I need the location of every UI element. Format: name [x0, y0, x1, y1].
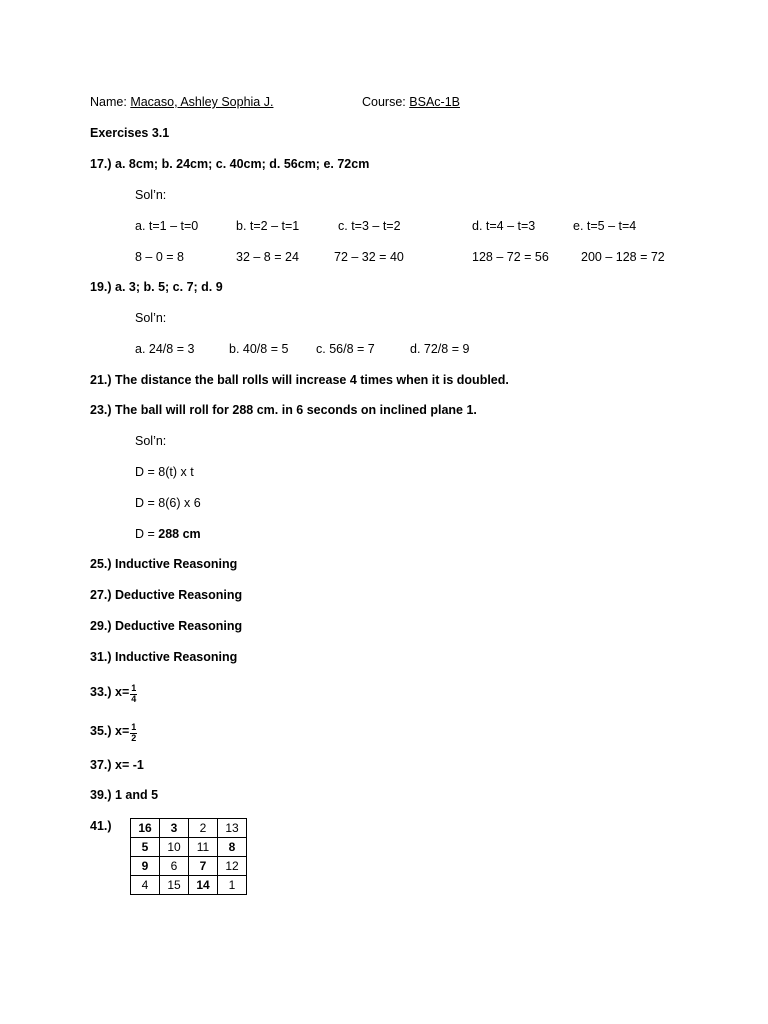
q33-prefix: 33.) x= — [90, 684, 130, 699]
q19-answer: 19.) a. 3; b. 5; c. 7; d. 9 — [90, 280, 223, 294]
q23-answer: 23.) The ball will roll for 288 cm. in 6 seconds on inclined plane 1. — [90, 403, 477, 417]
magic-square-cell: 7 — [189, 857, 218, 876]
magic-square-cell: 9 — [131, 857, 160, 876]
q17-row2-e: 200 – 128 = 72 — [581, 250, 665, 264]
magic-square-cell: 12 — [218, 857, 247, 876]
magic-square-cell: 15 — [160, 876, 189, 895]
q33-denominator: 4 — [131, 693, 137, 704]
q19-c: c. 56/8 = 7 — [316, 342, 375, 356]
magic-square-cell: 1 — [218, 876, 247, 895]
magic-square-cell: 10 — [160, 838, 189, 857]
course-value: BSAc-1B — [409, 95, 460, 109]
q33-fraction — [130, 684, 137, 705]
q35-fraction — [130, 723, 137, 744]
q33-numerator: 1 — [131, 683, 137, 693]
name-value: Macaso, Ashley Sophia J. — [130, 95, 274, 109]
q27-answer: 27.) Deductive Reasoning — [90, 588, 243, 602]
q17-answer: 17.) a. 8cm; b. 24cm; c. 40cm; d. 56cm; e. 72cm — [90, 157, 370, 171]
q17-soln-label: Sol’n: — [135, 188, 167, 202]
q37-answer: 37.) x= -1 — [90, 758, 144, 772]
q19-soln-label: Sol’n: — [135, 311, 167, 325]
q19-b: b. 40/8 = 5 — [229, 342, 289, 356]
name-label: Name: — [90, 95, 127, 109]
q23-line3-prefix: D = — [135, 527, 159, 541]
magic-square-table — [130, 818, 247, 895]
q17-row2-a: 8 – 0 = 8 — [135, 250, 184, 264]
magic-square-row — [131, 876, 247, 895]
q17-row2-d: 128 – 72 = 56 — [472, 250, 549, 264]
q21-answer: 21.) The distance the ball rolls will increase 4 times when it is doubled. — [90, 373, 509, 387]
magic-square-cell: 3 — [160, 819, 189, 838]
q23-line1: D = 8(t) x t — [135, 465, 194, 479]
q17-row1-b: b. t=2 – t=1 — [236, 219, 300, 233]
q33-answer — [90, 684, 137, 705]
q23-soln-label: Sol’n: — [135, 434, 167, 448]
magic-square-cell: 8 — [218, 838, 247, 857]
magic-square-cell: 4 — [131, 876, 160, 895]
magic-square-row — [131, 819, 247, 838]
q19-a: a. 24/8 = 3 — [135, 342, 195, 356]
q35-denominator: 2 — [131, 732, 137, 743]
magic-square-row — [131, 857, 247, 876]
magic-square-cell: 5 — [131, 838, 160, 857]
q17-row1-c: c. t=3 – t=2 — [338, 219, 401, 233]
q35-prefix: 35.) x= — [90, 723, 130, 738]
magic-square-cell: 11 — [189, 838, 218, 857]
q17-row1-d: d. t=4 – t=3 — [472, 219, 536, 233]
q23-line3 — [135, 528, 201, 541]
q17-row2-c: 72 – 32 = 40 — [334, 250, 404, 264]
q29-answer: 29.) Deductive Reasoning — [90, 619, 243, 633]
magic-square-cell: 6 — [160, 857, 189, 876]
q35-answer — [90, 723, 137, 744]
q23-line3-value: 288 cm — [158, 527, 201, 541]
q17-row1-e: e. t=5 – t=4 — [573, 219, 637, 233]
magic-square-cell: 14 — [189, 876, 218, 895]
magic-square-cell: 2 — [189, 819, 218, 838]
q23-line2: D = 8(6) x 6 — [135, 496, 201, 510]
magic-square-cell: 16 — [131, 819, 160, 838]
q19-d: d. 72/8 = 9 — [410, 342, 470, 356]
magic-square-row — [131, 838, 247, 857]
course-label: Course: — [362, 95, 406, 109]
section-title: Exercises 3.1 — [90, 126, 170, 140]
q25-answer: 25.) Inductive Reasoning — [90, 557, 238, 571]
magic-square-cell: 13 — [218, 819, 247, 838]
q17-row2-b: 32 – 8 = 24 — [236, 250, 299, 264]
q35-numerator: 1 — [131, 722, 137, 732]
course-line — [362, 96, 460, 109]
q41-label: 41.) — [90, 819, 112, 833]
magic-square-body — [131, 819, 247, 895]
q39-answer: 39.) 1 and 5 — [90, 788, 159, 802]
name-line — [90, 96, 273, 109]
q31-answer: 31.) Inductive Reasoning — [90, 650, 238, 664]
q17-row1-a: a. t=1 – t=0 — [135, 219, 199, 233]
